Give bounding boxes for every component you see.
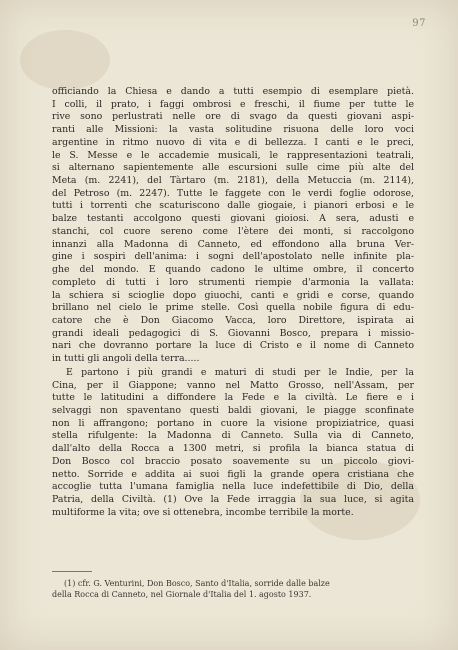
footnote-divider <box>52 571 92 572</box>
text-line: dall'alto della Rocca a 1300 metri, si profila la bianca statua di <box>52 443 414 455</box>
text-line: in tutti gli angoli della terra..... <box>52 353 200 365</box>
text-line: brillano nel cielo le prime stelle. Così quella nobile figura di edu- <box>52 302 414 314</box>
text-line: argentine in ritmo nuovo di vita e di bellezza. I canti e le preci, <box>52 136 414 148</box>
text-line: si alternano sapientemente alle escursioni sulle cime più alte del <box>52 162 414 174</box>
footnote-line: della Rocca di Canneto, nel Giornale d'Italia del 1. agosto 1937. <box>52 590 312 599</box>
text-line: balze testanti accolgono questi giovani gioiosi. A sera, adusti e <box>52 213 414 225</box>
text-line: Cina, per il Giappone; vanno nel Matto Grosso, nell'Assam, per <box>52 379 414 391</box>
text-line: catore che è Don Giacomo Vacca, loro Direttore, ispirata ai <box>52 314 414 326</box>
paragraph-2 <box>52 367 414 520</box>
text-line: ghe del mondo. E quando cadono le ultime ombre, il concerto <box>52 264 414 276</box>
text-line: Meta (m. 2241), del Tàrtaro (m. 2181), della Metuccia (m. 2114), <box>52 175 414 187</box>
text-line: Patria, della Civiltà. (1) Ove la Fede irraggia la sua luce, si agita <box>52 494 414 505</box>
text-line: non li affrangono; portano in cuore la visione propiziatrice, quasi <box>52 417 414 429</box>
text-line: officiando la Chiesa e dando a tutti esempio di esemplare pietà. <box>52 86 414 97</box>
text-line: gine i sospiri dell'anima: i sogni dell'apostolato nelle infinite pla- <box>52 251 414 263</box>
text-line: E partono i più grandi e maturi di studi per le Indie, per la <box>66 366 414 378</box>
text-line: completo di tutti i loro strumenti riempie d'armonia la vallata: <box>52 276 414 288</box>
text-line: rive sono perlustrati nelle ore di svago da questi giovani aspi- <box>52 111 414 123</box>
text-line: le S. Messe e le accademie musicali, le rappresentazioni teatrali, <box>52 149 414 161</box>
text-line: la schiera si scioglie dopo giuochi, canti e gridi e corse, quando <box>52 289 414 301</box>
paragraph-1 <box>52 86 414 366</box>
text-line: tutte le latitudini a diffondere la Fede e la civiltà. Le fiere e i <box>52 392 414 404</box>
paper-stain <box>20 30 110 90</box>
text-line: del Petroso (m. 2247). Tutte le faggete con le verdi foglie odorose, <box>52 187 414 199</box>
text-line: tutti i torrenti che scaturiscono dalle giogaie, i pianori erbosi e le <box>52 200 414 212</box>
text-line: grandi ideali pedagogici di S. Giovanni Bosco, prepara i missio- <box>52 327 414 339</box>
text-line: netto. Sorride e addita ai suoi figli la grande opera cristiana che <box>52 468 414 480</box>
footnote-line: (1) cfr. G. Venturini, Don Bosco, Santo d'Italia, sorride dalle balze <box>64 579 330 588</box>
page-number: 97 <box>412 18 426 29</box>
text-line: stanchi, col cuore sereno come l'ètere dei monti, si raccolgono <box>52 225 414 237</box>
text-line: Don Bosco col braccio posato soavemente su un piccolo giovi- <box>52 455 414 467</box>
text-line: innanzi alla Madonna di Canneto, ed effondono alla bruna Ver- <box>52 238 414 250</box>
text-line: accoglie tutta l'umana famiglia nella luce indefettibile di Dio, della <box>52 481 414 493</box>
text-line: ranti alle Missioni: la vasta solitudine risuona delle loro voci <box>52 124 414 136</box>
text-line: multiforme la vita; ove si ottenebra, incombe terribile la morte. <box>52 506 354 518</box>
footnote <box>52 578 414 600</box>
text-line: selvaggi non spaventano questi baldi giovani, le piagge sconfinate <box>52 404 414 416</box>
text-line: stella rifulgente: la Madonna di Canneto. Sulla via di Canneto, <box>52 430 414 442</box>
text-line: I colli, il prato, i faggi ombrosi e freschi, il fiume per tutte le <box>52 98 414 110</box>
body-text <box>52 86 414 519</box>
text-line: nari che dovranno portare la luce di Cristo e il nome di Canneto <box>52 340 414 352</box>
